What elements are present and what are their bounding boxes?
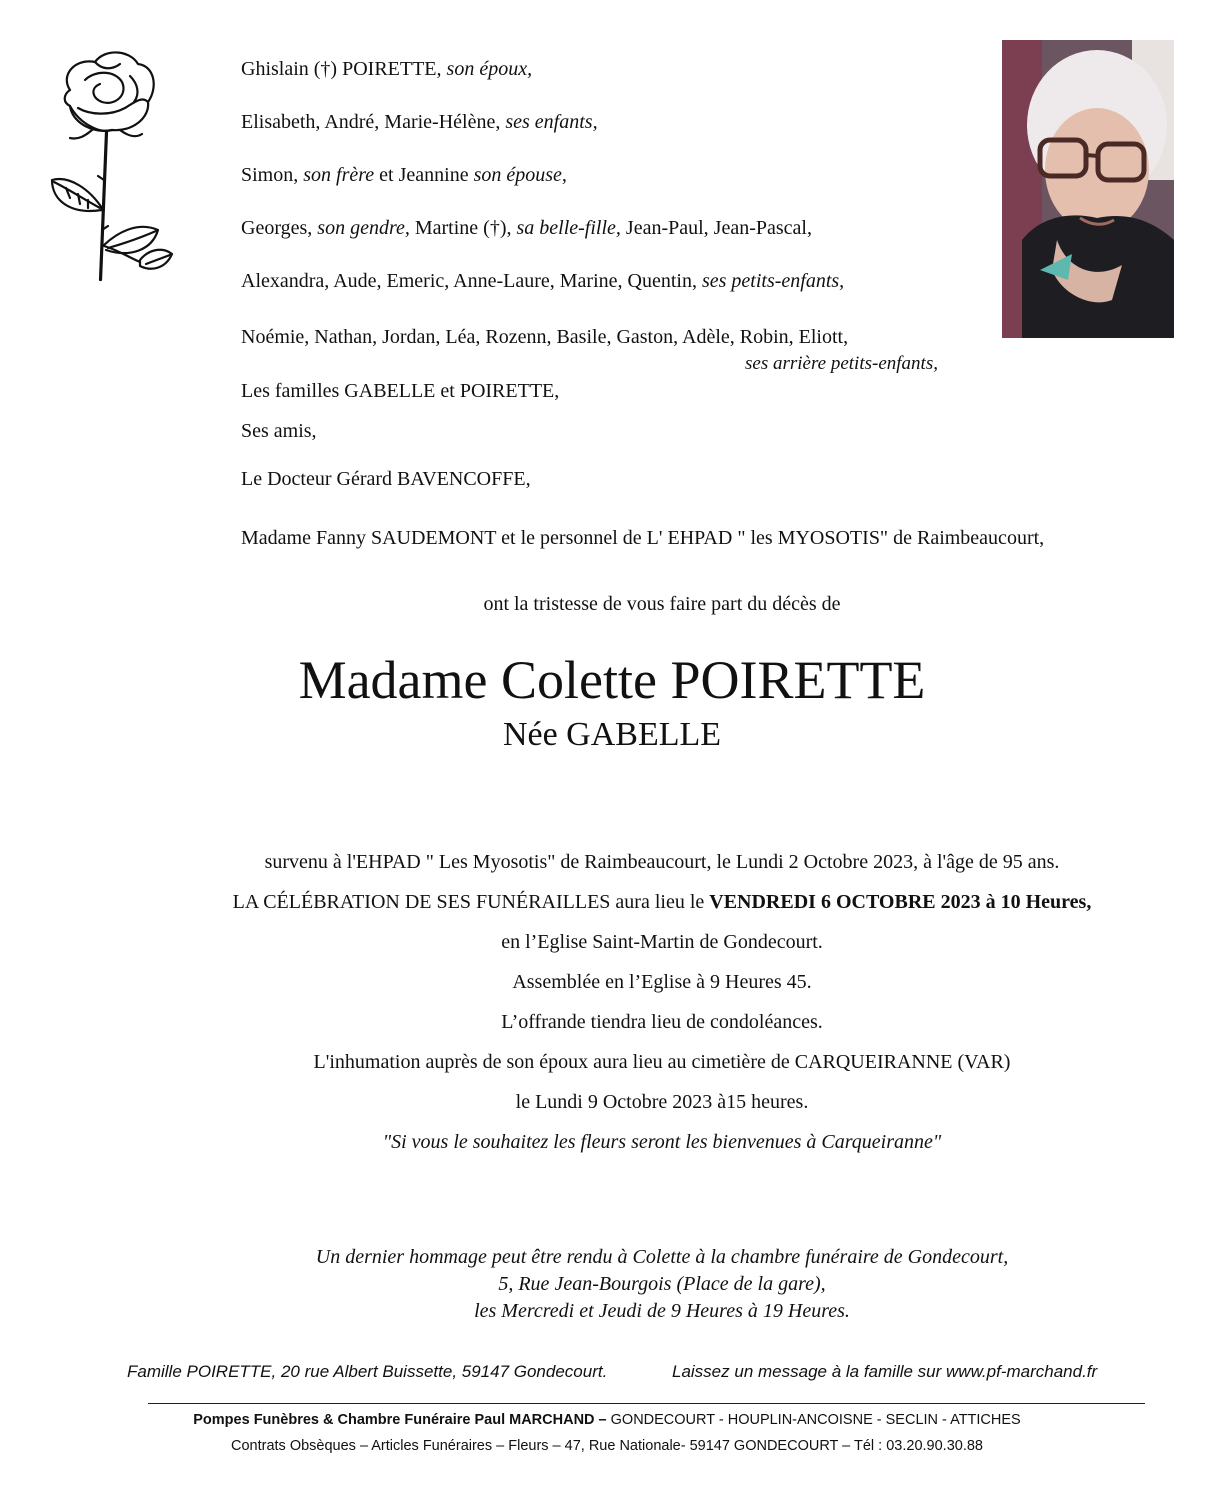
announce-text: ont la tristesse de vous faire part du décès de xyxy=(483,593,841,615)
burial-line: L'inhumation auprès de son époux aura lieu au cimetière de CARQUEIRANNE (VAR) xyxy=(313,1051,1011,1073)
family-line xyxy=(241,379,559,403)
footer-company: Pompes Funèbres & Chambre Funéraire Paul MARCHAND – xyxy=(193,1412,611,1428)
family-names: Madame Fanny SAUDEMONT et le personnel de L' EHPAD " les MYOSOTIS" de Raimbeaucourt, xyxy=(241,527,1045,549)
footer-divider xyxy=(148,1403,1145,1404)
portrait-photo xyxy=(1002,40,1174,338)
flowers-line: "Si vous le souhaitez les fleurs seront les bienvenues à Carqueiranne" xyxy=(382,1131,942,1153)
family-line xyxy=(241,325,848,349)
relation-label: son frère xyxy=(303,164,375,186)
relation-label: sa belle-fille, xyxy=(516,217,621,239)
footer-company-line xyxy=(0,1412,1214,1428)
tribute-line: 5, Rue Jean-Bourgois (Place de la gare), xyxy=(498,1273,826,1295)
family-names: , xyxy=(561,164,567,186)
footer-services: Contrats Obsèques – Articles Funéraires – Fleurs – 47, Rue Nationale- 59147 GONDECOURT – Tél : 03.20.90.30.88 xyxy=(231,1438,983,1454)
family-names: Georges, xyxy=(241,217,318,239)
family-names: et Jeannine xyxy=(374,164,474,186)
relation-label: ses petits-enfants, xyxy=(701,270,845,292)
message-link[interactable]: Laissez un message à la famille sur www.pf-marchand.fr xyxy=(672,1362,1098,1381)
rose-illustration xyxy=(30,40,210,330)
family-line xyxy=(241,526,1044,550)
relation-label: son épouse xyxy=(473,164,562,186)
family-names: Le Docteur Gérard BAVENCOFFE, xyxy=(241,468,531,490)
offering-line: L’offrande tiendra lieu de condoléances. xyxy=(501,1011,823,1033)
family-names: Ses amis, xyxy=(241,420,317,442)
celebration-line xyxy=(55,891,1214,914)
family-line xyxy=(241,419,317,443)
family-address: Famille POIRETTE, 20 rue Albert Buissette, 59147 Gondecourt. xyxy=(127,1362,608,1381)
great-grandchildren-label: ses arrière petits-enfants, xyxy=(745,353,938,374)
family-names: Elisabeth, André, Marie-Hélène, xyxy=(241,111,506,133)
family-names: Ghislain (†) POIRETTE xyxy=(241,58,437,80)
family-line xyxy=(241,57,532,81)
family-line xyxy=(241,269,844,293)
family-names: Alexandra, Aude, Emeric, Anne-Laure, Marine, Quentin, xyxy=(241,270,702,292)
maiden-name: Née GABELLE xyxy=(502,716,722,753)
family-names: Simon, xyxy=(241,164,304,186)
deceased-name: Madame Colette POIRETTE xyxy=(298,650,926,710)
family-line xyxy=(241,216,812,240)
tribute-line: les Mercredi et Jeudi de 9 Heures à 19 Heures. xyxy=(474,1300,850,1322)
footer-towns: GONDECOURT - HOUPLIN-ANCOISNE - SECLIN - ATTICHES xyxy=(610,1412,1021,1428)
burial-date-line: le Lundi 9 Octobre 2023 à15 heures. xyxy=(515,1091,809,1113)
church-line: en l’Eglise Saint-Martin de Gondecourt. xyxy=(501,931,823,953)
assembly-line: Assemblée en l’Eglise à 9 Heures 45. xyxy=(512,971,812,993)
relation-label: ses enfants, xyxy=(505,111,598,133)
family-names: Les familles GABELLE et POIRETTE, xyxy=(241,380,560,402)
family-names: Noémie, Nathan, Jordan, Léa, Rozenn, Basile, Gaston, Adèle, Robin, Eliott, xyxy=(241,326,849,348)
tribute-line: Un dernier hommage peut être rendu à Colette à la chambre funéraire de Gondecourt, xyxy=(315,1246,1009,1268)
family-names: Jean-Paul, Jean-Pascal, xyxy=(620,217,812,239)
family-line xyxy=(241,110,598,134)
relation-label: , son époux, xyxy=(436,58,533,80)
family-line xyxy=(241,163,567,187)
celebration-date: VENDREDI 6 OCTOBRE 2023 à 10 Heures, xyxy=(709,891,1092,913)
relation-label: son gendre, xyxy=(317,217,410,239)
family-names: Martine (†), xyxy=(409,217,517,239)
family-line xyxy=(241,467,531,491)
death-details: survenu à l'EHPAD " Les Myosotis" de Raimbeaucourt, le Lundi 2 Octobre 2023, à l'âge de 95 ans. xyxy=(264,851,1060,873)
celebration-prefix: LA CÉLÉBRATION DE SES FUNÉRAILLES aura lieu le xyxy=(232,891,710,913)
